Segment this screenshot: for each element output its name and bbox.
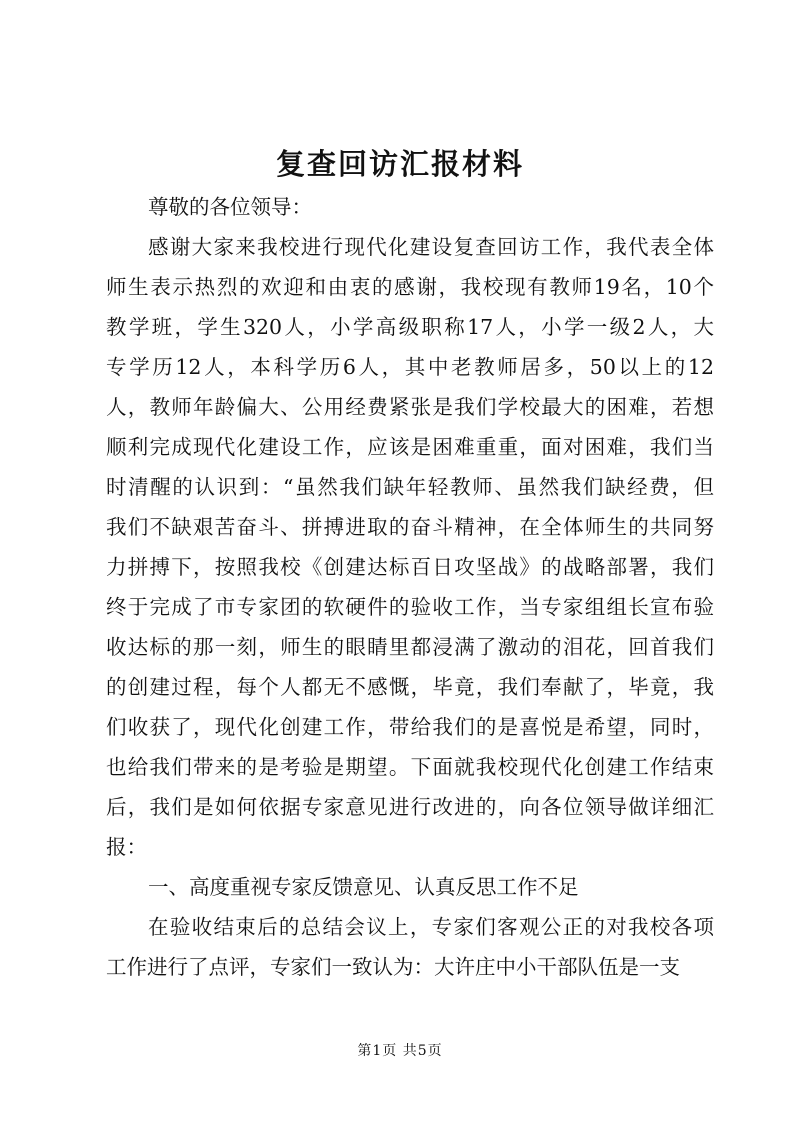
paragraph-line: 工作进行了点评，专家们一致认为：大许庄中小干部队伍是一支	[106, 955, 680, 979]
paragraph-line: 们收获了，现代化创建工作，带给我们的是喜悦是希望，同时，	[106, 715, 714, 739]
paragraph-line: 一、高度重视专家反馈意见、认真反思工作不足	[148, 875, 579, 899]
paragraph-line: 教学班，学生320人，小学高级职称17人，小学一级2人，大	[106, 315, 714, 339]
paragraph-line: 在验收结束后的总结会议上，专家们客观公正的对我校各项	[148, 915, 714, 939]
paragraph-line: 力拼搏下，按照我校《创建达标百日攻坚战》的战略部署，我们	[106, 555, 714, 579]
paragraph-line: 我们不缺艰苦奋斗、拼搏进取的奋斗精神，在全体师生的共同努	[106, 515, 714, 539]
paragraph-line: 报：	[106, 835, 147, 859]
paragraph-line: 专学历12人，本科学历6人，其中老教师居多，50以上的12	[106, 355, 714, 379]
document-body	[106, 187, 714, 987]
paragraph-line: 师生表示热烈的欢迎和由衷的感谢，我校现有教师19名，10个	[106, 275, 714, 299]
paragraph-line: 终于完成了市专家团的软硬件的验收工作，当专家组组长宣布验	[106, 595, 714, 619]
paragraph-line: 感谢大家来我校进行现代化建设复查回访工作，我代表全体	[148, 235, 714, 259]
paragraph-line: 时清醒的认识到：“虽然我们缺年轻教师、虽然我们缺经费，但	[106, 475, 714, 499]
paragraph-line: 也给我们带来的是考验是期望。下面就我校现代化创建工作结束	[106, 755, 714, 779]
paragraph-line: 人，教师年龄偏大、公用经费紧张是我们学校最大的困难，若想	[106, 395, 714, 419]
page-footer: 第1页 共5页	[357, 1043, 443, 1059]
paragraph-line: 顺利完成现代化建设工作，应该是困难重重，面对困难，我们当	[106, 435, 714, 459]
paragraph-line: 收达标的那一刻，师生的眼睛里都浸满了激动的泪花，回首我们	[106, 635, 714, 659]
paragraph-line: 后，我们是如何依据专家意见进行改进的，向各位领导做详细汇	[106, 795, 714, 819]
document-title: 复查回访汇报材料	[275, 147, 524, 181]
paragraph-line: 的创建过程，每个人都无不感慨，毕竟，我们奉献了，毕竟，我	[106, 675, 714, 699]
paragraph-line: 尊敬的各位领导：	[148, 195, 312, 219]
